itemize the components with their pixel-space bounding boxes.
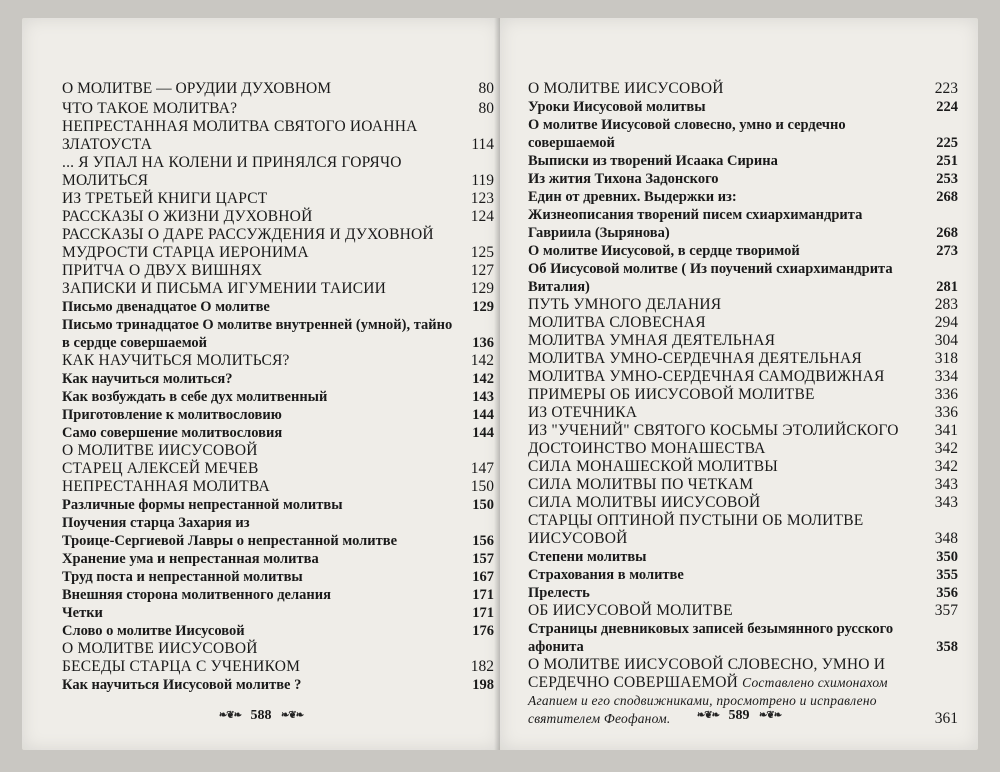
toc-entry-page: 225 [936, 135, 958, 151]
toc-entry-title: Письмо двенадцатое О молитве [62, 299, 270, 315]
toc-entry-title: ... Я УПАЛ НА КОЛЕНИ И ПРИНЯЛСЯ ГОРЯЧО МОЛИТЬСЯ [62, 154, 402, 189]
toc-entry [528, 476, 958, 494]
toc-entry-page: 129 [470, 280, 494, 297]
toc-entry [62, 622, 494, 640]
toc-entry [528, 548, 958, 566]
toc-entry-title: ПУТЬ УМНОГО ДЕЛАНИЯ [528, 296, 722, 313]
toc-entry [62, 370, 494, 388]
toc-entry-title: ИЗ "УЧЕНИЙ" СВЯТОГО КОСЬМЫ ЭТОЛИЙСКОГО [528, 422, 899, 439]
toc-entry-page: 171 [472, 587, 494, 603]
toc-entry [62, 442, 494, 460]
toc-entry [62, 478, 494, 496]
toc-entry-title: Хранение ума и непрестанная молитва [62, 551, 319, 567]
toc-entry-title: ЗАПИСКИ И ПИСЬМА ИГУМЕНИИ ТАИСИИ [62, 280, 387, 297]
toc-entry-page: 251 [936, 153, 958, 169]
toc-entry [528, 458, 958, 476]
toc-entry-page: 150 [470, 478, 494, 495]
toc-entry [528, 350, 958, 368]
ornament-icon: ❧❦❧ [696, 710, 719, 722]
toc-entry [528, 368, 958, 386]
toc-entry-page: 124 [470, 208, 494, 225]
toc-entry [528, 242, 958, 260]
toc-entry-page: 136 [472, 335, 494, 351]
toc-entry-page: 283 [934, 296, 958, 313]
toc-entry-page: 356 [936, 585, 958, 601]
toc-entry [62, 460, 494, 478]
toc-entry-title: Как возбуждать в себе дух молитвенный [62, 389, 328, 405]
toc-entry-page: 268 [936, 225, 958, 241]
toc-entry-page: 357 [934, 602, 958, 619]
toc-entry-page: 334 [934, 368, 958, 385]
toc-entry [62, 190, 494, 208]
toc-entry [62, 550, 494, 568]
toc-entry [528, 494, 958, 512]
toc-entry-page: 342 [934, 458, 958, 475]
toc-entry-page: 125 [470, 244, 494, 261]
toc-entry-title: РАССКАЗЫ О ДАРЕ РАССУЖДЕНИЯ И ДУХОВНОЙ МУДРОСТИ СТАРЦА ИЕРОНИМА [62, 226, 434, 261]
page-number-right [500, 708, 978, 724]
toc-entry [528, 332, 958, 350]
toc-entry-title: Уроки Иисусовой молитвы [528, 99, 706, 115]
toc-entry-page: 144 [472, 407, 494, 423]
toc-entry [528, 566, 958, 584]
toc-entry-page: 156 [472, 533, 494, 549]
toc-entry-page: 361 [934, 710, 958, 727]
toc-entry-page: 348 [934, 530, 958, 547]
toc-entry-page: 342 [934, 440, 958, 457]
toc-entry-title: Жизнеописания творений писем схиархимандрита Гавриила (Зырянова) [528, 207, 863, 241]
toc-entry-page: 336 [934, 404, 958, 421]
toc-entry [62, 532, 494, 550]
toc-entry-page: 127 [470, 262, 494, 279]
toc-entry-page: 343 [934, 476, 958, 493]
toc-entry-page: 142 [470, 352, 494, 369]
toc-entry-title: О МОЛИТВЕ ИИСУСОВОЙ [62, 442, 258, 459]
toc-entry [62, 316, 494, 352]
page-number-left [22, 708, 500, 724]
toc-entry [62, 406, 494, 424]
toc-entry-title: НЕПРЕСТАННАЯ МОЛИТВА [62, 478, 270, 495]
toc-entry-title: МОЛИТВА УМНАЯ ДЕЯТЕЛЬНАЯ [528, 332, 776, 349]
toc-entry [528, 404, 958, 422]
toc-entry-title: Един от древних. Выдержки из: [528, 189, 737, 205]
toc-entry-title: БЕСЕДЫ СТАРЦА С УЧЕНИКОМ [62, 658, 301, 675]
toc-entry-title: ПРИМЕРЫ ОБ ИИСУСОВОЙ МОЛИТВЕ [528, 386, 815, 403]
toc-entry-page: 273 [936, 243, 958, 259]
toc-entry [528, 314, 958, 332]
toc-entry-page: 167 [472, 569, 494, 585]
toc-entry-title: МОЛИТВА СЛОВЕСНАЯ [528, 314, 706, 331]
toc-entry-title: Слово о молитве Иисусовой [62, 623, 245, 639]
toc-entry-title: РАССКАЗЫ О ЖИЗНИ ДУХОВНОЙ [62, 208, 313, 225]
toc-entry-page: 318 [934, 350, 958, 367]
toc-entry [528, 620, 958, 656]
toc-entry-page: 268 [936, 189, 958, 205]
toc-entry-title: Страницы дневниковых записей безымянного русского афонита [528, 621, 894, 655]
toc-entry [62, 568, 494, 586]
toc-entry-page: 355 [936, 567, 958, 583]
toc-entry [528, 296, 958, 314]
page-number-text: 588 [250, 708, 272, 723]
toc-entry-page: 294 [934, 314, 958, 331]
toc-entry-title: Как научиться молиться? [62, 371, 233, 387]
toc-entry [62, 676, 494, 694]
table-of-contents-right [528, 80, 958, 728]
toc-entry [62, 352, 494, 370]
toc-entry-title: СИЛА МОЛИТВЫ ПО ЧЕТКАМ [528, 476, 754, 493]
toc-entry-page: 281 [936, 279, 958, 295]
toc-entry-page: 144 [472, 425, 494, 441]
toc-entry [528, 116, 958, 152]
toc-entry-page: 350 [936, 549, 958, 565]
toc-entry-title: СТАРЕЦ АЛЕКСЕЙ МЕЧЕВ [62, 460, 259, 477]
toc-entry-page: 157 [472, 551, 494, 567]
toc-entry-page: 171 [472, 605, 494, 621]
toc-entry-title: О молитве Иисусовой, в сердце творимой [528, 243, 800, 259]
toc-entry [528, 386, 958, 404]
toc-entry [62, 262, 494, 280]
toc-entry-page: 80 [478, 100, 494, 117]
toc-entry [528, 512, 958, 548]
toc-entry-title: Выписки из творений Исаака Сирина [528, 153, 778, 169]
toc-entry [62, 208, 494, 226]
toc-entry-title: Страхования в молитве [528, 567, 684, 583]
toc-entry [528, 584, 958, 602]
toc-entry-page: 142 [472, 371, 494, 387]
toc-entry-subtitle: Составлено схимонахом Агапием и его сподвижниками, просмотрено и исправлено святителем Феофаном. [528, 675, 888, 726]
toc-entry-title: Внешняя сторона молитвенного делания [62, 587, 331, 603]
toc-entry-page: 143 [472, 389, 494, 405]
toc-entry-title: ПРИТЧА О ДВУХ ВИШНЯХ [62, 262, 263, 279]
toc-entry-title: Степени молитвы [528, 549, 647, 565]
toc-entry [62, 586, 494, 604]
toc-entry [528, 170, 958, 188]
toc-entry-title: Прелесть [528, 585, 590, 601]
toc-entry [62, 100, 494, 118]
toc-entry-title: СИЛА МОЛИТВЫ ИИСУСОВОЙ [528, 494, 761, 511]
toc-entry [528, 80, 958, 98]
toc-entry-page: 150 [472, 497, 494, 513]
toc-entry-title: Приготовление к молитвословию [62, 407, 282, 423]
toc-entry [62, 496, 494, 514]
right-page [500, 18, 978, 750]
toc-entry-page: 129 [472, 299, 494, 315]
toc-entry [62, 280, 494, 298]
toc-entry-title: НЕПРЕСТАННАЯ МОЛИТВА СВЯТОГО ИОАННА ЗЛАТОУСТА [62, 118, 418, 153]
toc-entry-page: 198 [472, 677, 494, 693]
toc-entry [62, 118, 494, 154]
toc-entry-page: 80 [478, 80, 494, 97]
ornament-icon: ❧❦❧ [218, 710, 241, 722]
toc-entry [528, 260, 958, 296]
toc-entry [62, 424, 494, 442]
toc-entry-page: 223 [934, 80, 958, 97]
toc-entry-title: Труд поста и непрестанной молитвы [62, 569, 303, 585]
toc-entry-page: 119 [471, 172, 494, 189]
toc-entry-title: Как научиться Иисусовой молитве ? [62, 677, 302, 693]
page-number-text: 589 [728, 708, 750, 723]
toc-entry-page: 147 [470, 460, 494, 477]
toc-entry-title: О МОЛИТВЕ ИИСУСОВОЙ [528, 80, 724, 97]
toc-entry-title: КАК НАУЧИТЬСЯ МОЛИТЬСЯ? [62, 352, 290, 369]
toc-entry-title: Троице-Сергиевой Лавры о непрестанной молитве [62, 533, 398, 549]
table-of-contents-left [62, 80, 494, 694]
toc-entry-title: МОЛИТВА УМНО-СЕРДЕЧНАЯ САМОДВИЖНАЯ [528, 368, 885, 385]
toc-entry [62, 388, 494, 406]
toc-entry-title: ИЗ ОТЕЧНИКА [528, 404, 638, 421]
toc-entry [528, 602, 958, 620]
toc-entry-title: ИЗ ТРЕТЬЕЙ КНИГИ ЦАРСТ [62, 190, 268, 207]
toc-entry [528, 440, 958, 458]
toc-entry [528, 422, 958, 440]
toc-entry-title: ЧТО ТАКОЕ МОЛИТВА? [62, 100, 238, 117]
ornament-icon: ❧❦❧ [281, 710, 304, 722]
toc-entry-page: 114 [471, 136, 494, 153]
toc-entry [62, 640, 494, 658]
toc-entry-title: Письмо тринадцатое О молитве внутренней (умной), тайно в сердце совершаемой [62, 317, 453, 351]
toc-entry-page: 182 [470, 658, 494, 675]
toc-entry [528, 206, 958, 242]
toc-entry-page: 224 [936, 99, 958, 115]
toc-entry-page: 341 [934, 422, 958, 439]
toc-entry-page: 304 [934, 332, 958, 349]
toc-entry-title: О МОЛИТВЕ ИИСУСОВОЙ СЛОВЕСНО, УМНО И СЕРДЕЧНО СОВЕРШАЕМОЙ Составлено схимонахом Агапием и его сподвижниками, просмотрено и исправлено святителем Феофаном. [528, 656, 888, 726]
toc-entry [62, 514, 494, 532]
toc-entry-title: Поучения старца Захария из [62, 515, 250, 531]
toc-entry-page: 253 [936, 171, 958, 187]
toc-entry-title: Четки [62, 605, 103, 621]
toc-entry [528, 152, 958, 170]
toc-entry-title: ДОСТОИНСТВО МОНАШЕСТВА [528, 440, 766, 457]
toc-entry [528, 98, 958, 116]
toc-entry [62, 658, 494, 676]
toc-entry-title: Различные формы непрестанной молитвы [62, 497, 343, 513]
toc-entry-page: 358 [936, 639, 958, 655]
toc-entry-title: СТАРЦЫ ОПТИНОЙ ПУСТЫНИ ОБ МОЛИТВЕ ИИСУСОВОЙ [528, 512, 864, 547]
toc-entry [62, 226, 494, 262]
toc-entry-page: 176 [472, 623, 494, 639]
toc-entry-title: ОБ ИИСУСОВОЙ МОЛИТВЕ [528, 602, 733, 619]
ornament-icon: ❧❦❧ [759, 710, 782, 722]
toc-entry-title: О молитве Иисусовой словесно, умно и сердечно совершаемой [528, 117, 846, 151]
toc-entry-page: 336 [934, 386, 958, 403]
toc-entry [62, 604, 494, 622]
toc-entry-title: Само совершение молитвословия [62, 425, 283, 441]
left-page [22, 18, 500, 750]
toc-entry [62, 298, 494, 316]
toc-entry-title: Об Иисусовой молитве ( Из поучений схиархимандрита Виталия) [528, 261, 893, 295]
toc-entry-title: О МОЛИТВЕ — ОРУДИИ ДУХОВНОМ [62, 80, 332, 97]
toc-entry-title: Из жития Тихона Задонского [528, 171, 719, 187]
toc-entry-page: 343 [934, 494, 958, 511]
toc-entry-page: 123 [470, 190, 494, 207]
toc-entry-title: МОЛИТВА УМНО-СЕРДЕЧНАЯ ДЕЯТЕЛЬНАЯ [528, 350, 862, 367]
toc-entry [62, 80, 494, 98]
toc-entry [528, 188, 958, 206]
toc-entry [62, 154, 494, 190]
toc-entry-title: О МОЛИТВЕ ИИСУСОВОЙ [62, 640, 258, 657]
toc-entry-title: СИЛА МОНАШЕСКОЙ МОЛИТВЫ [528, 458, 778, 475]
